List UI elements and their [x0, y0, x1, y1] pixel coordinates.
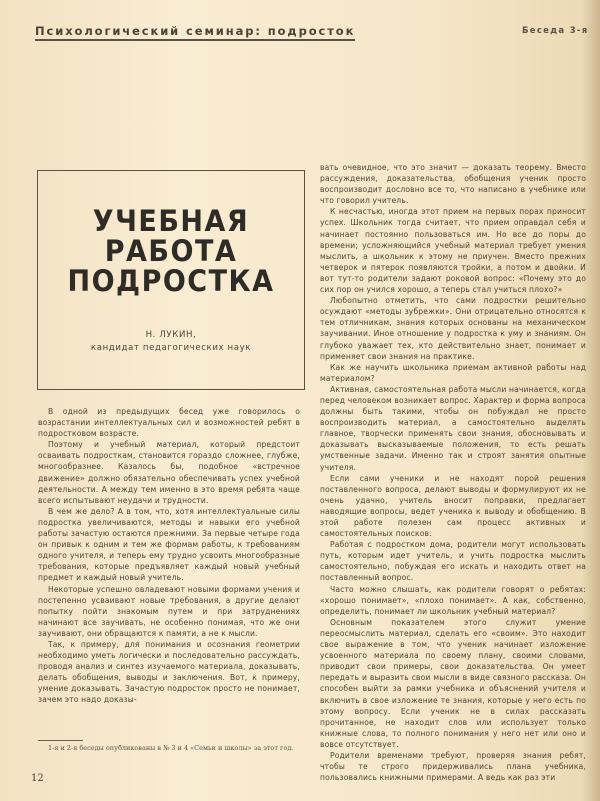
title-line: РАБОТА: [104, 234, 238, 269]
paragraph: Работая с подростком дома, родители могут использовать путь, которым идет учитель, и учить подростка мыслить самостоятельно, побуждая его искать и находить ответ на поставленный вопрос.: [320, 540, 586, 583]
section-header: Психологический семинар: подросток: [35, 24, 355, 41]
paragraph: Часто можно слышать, как родители говорят о ребятах: «хорошо понимает», «плохо понимает». А как, собственно, определить, понимает ли школьник учебный материал?: [320, 584, 586, 616]
conversation-label: Беседа 3-я: [522, 26, 589, 36]
paragraph: К несчастью, иногда этот прием на первых порах приносит успех. Школьник тогда считает, что прием оправдал себя и начинает постоянно пользоваться им. Но все до поры до времени; усложняющийся учебный материал требует умения мыслить, а школьник к этому не приучен. Вместо прежних четверок и пятерок появляются тройки, а потом и двойки. И вот тут-то родители задают роковой вопрос: «Почему это до сих пор он учился хорошо, а теперь стал учиться плохо?»: [320, 207, 586, 295]
paragraph: В одной из предыдущих бесед уже говорилось о возрастании интеллектуальных сил и возможностей ребят в подростковом возрасте.: [38, 407, 300, 439]
paragraph: В чем же дело? А в том, что, хотя интеллектуальные силы подростка увеличиваются, методы и навыки его учебной работы зачастую остаются прежними. За первые четыре года он привык к одним и тем же формам работы, к требованиям одного учителя, и теперь ему трудно усвоить многообразные требования, которые предъявляет каждый новый учебный предмет и каждый новый учитель.: [38, 506, 300, 583]
paragraph: вать очевидное, что это значит — доказать теорему. Вместо рассуждения, доказательства, обобщения ученик просто воспроизводит дословно все то, что написано в учебнике или что говорил учитель.: [320, 163, 586, 206]
paragraph: Активная, самостоятельная работа мысли начинается, когда перед человеком возникает вопрос. Характер и форма вопроса должны быть такими, чтобы он побуждал не просто воспроизводить материал, а самостоятельно выделять главное, творчески применять свои знания, обосновывать и доказывать высказываемые положения, то есть решать умственные задачи. Именно так и строят занятия опытные учителя.: [320, 384, 586, 472]
author-name: Н. ЛУКИН,: [145, 330, 197, 340]
title-line: УЧЕБНАЯ: [92, 204, 250, 239]
author-block: [38, 329, 304, 355]
paragraph: Поэтому и учебный материал, который предстоит осваивать подросткам, становится гораздо сложнее, глубже, многообразнее. Казалось бы, подобное «встречное движение» должно обязательно обеспечивать успех учебной деятельности. А между тем именно в это время ребята чаще всего испытывают неудачи и трудности.: [38, 440, 300, 505]
article-title: [38, 204, 304, 299]
footnote-divider: [38, 740, 83, 741]
paragraph: Так, к примеру, для понимания и осознания геометрии необходимо уметь логически и последовательно рассуждать, проводя анализ и синтез изучаемого материала, доказывать, делать обобщения, выводы и заключения. Вот, к примеру, умение доказывать. Зачастую подросток просто не понимает, зачем это надо доказы-: [38, 639, 300, 705]
paragraph: Любопытно отметить, что сами подростки решительно осуждают «методы зубрежки». Они отрицательно относятся к тем отличникам, знания которых основаны на механическом заучивании. Иное отношение у подростка к уму и знаниям. Он глубоко уважает тех, кто действительно знает, понимает и применяет свои знания на практике.: [320, 296, 586, 361]
author-credentials: кандидат педагогических наук: [90, 343, 252, 353]
footnote: 1-я и 2-я беседы опубликованы в № 3 и 4 «Семьи и школы» за этот год.: [48, 744, 294, 752]
left-column: [38, 406, 300, 706]
right-column: [320, 162, 586, 783]
title-line: ПОДРОСТКА: [67, 264, 275, 299]
paragraph: Как же научить школьника приемам активной работы над материалом?: [320, 362, 586, 383]
paragraph: Родители временами требуют, проверяя знания ребят, чтобы те строго придерживались плана учебника, пользовались книжными примерами. А ведь как раз эти: [320, 750, 586, 783]
article-title-box: [37, 170, 305, 390]
paragraph: Некоторые успешно овладевают новыми формами учения и постепенно усваивают новые требования, а другие делают попытку пойти знакомым путем и при затруднениях начинают все заучивать, не особенно понимая, что же они заучивают, они обращаются к памяти, а не к мысли.: [38, 584, 300, 638]
paragraph: Основным показателем этого служит умение переосмыслить материал, сделать его «своим». Это находит свое выражение в том, что ученик начинает изложение усвоенного материала по своему плану, своими словами, приводит свои примеры, свои доказательства. Он умеет передать и выразить свои мысли в виде связного рассказа. Он способен выйти за рамки учебника и объяснений учителя и включить в свое изложение те знания, которые у него есть по этому вопросу. Если ученик не в силах рассказать прочитанное, не находит слов или использует только книжные слова, то полного понимания у него нет или оно и вовсе отсутствует.: [320, 617, 586, 749]
page-number: 12: [31, 773, 44, 784]
paragraph: Если сами ученики и не находят порой решения поставленного вопроса, делают выводы и формулируют их не очень удачно, учитель вносит поправки, предлагает наводящие вопросы, ведет ученика к выводу и обобщению. В этой работе полезен сам процесс активных и самостоятельных поисков.: [320, 473, 586, 539]
